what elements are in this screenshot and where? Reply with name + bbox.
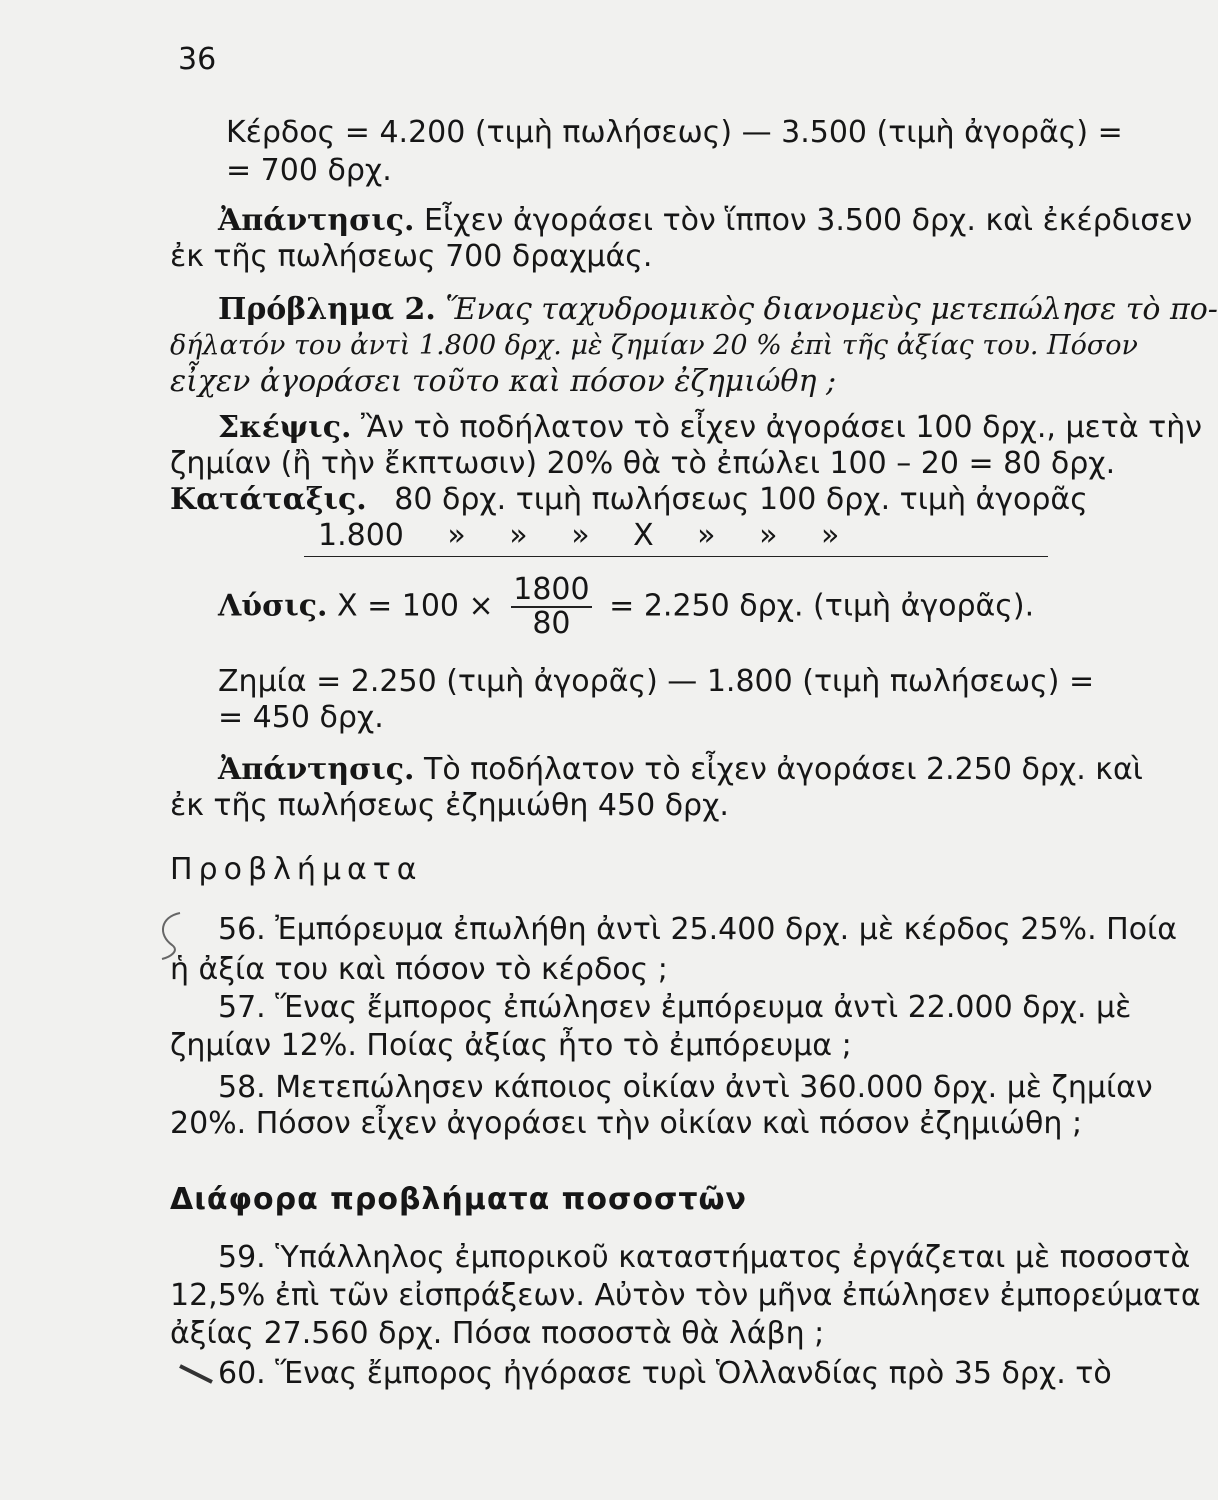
answer-2-text-1: Τὸ ποδήλατον τὸ εἶχεν ἀγοράσει 2.250 δρχ. καὶ	[424, 752, 1143, 787]
problem-57-line-2: ζημίαν 12%. Ποίας ἀξίας ἦτο τὸ ἐμπόρευμα ;	[170, 1028, 852, 1063]
answer-2-line-2: ἐκ τῆς πωλήσεως ἐζημιώθη 450 δρχ.	[170, 788, 729, 823]
check-mark-icon	[178, 1362, 218, 1386]
solution-line	[218, 574, 1034, 640]
problem-56-line-1: 56. Ἐμπόρευμα ἐπωλήθη ἀντὶ 25.400 δρχ. μὲ κέρδος 25%. Ποία	[218, 912, 1177, 947]
problem-2-line-3: εἶχεν ἀγοράσει τοῦτο καὶ πόσον ἐζημιώθη ;	[170, 364, 837, 399]
problem-56-line-2: ἡ ἀξία του καὶ πόσον τὸ κέρδος ;	[170, 952, 668, 987]
arrangement-row-2: 1.800 » » » Χ » » »	[318, 518, 840, 553]
thought-line-1	[218, 410, 1202, 446]
problem-58-line-1: 58. Μετεπώλησεν κάποιος οἰκίαν ἀντὶ 360.000 δρχ. μὲ ζημίαν	[218, 1070, 1153, 1105]
loss-line-2: = 450 δρχ.	[218, 700, 384, 735]
problem-2-label: Πρόβλημα 2.	[218, 292, 436, 327]
arrangement-row-1-text: 80 δρχ. τιμὴ πωλήσεως 100 δρχ. τιμὴ ἀγορᾶς	[394, 482, 1088, 517]
problem-59-line-3: ἀξίας 27.560 δρχ. Πόσα ποσοστὰ θὰ λάβη ;	[170, 1316, 825, 1351]
problem-58-line-2: 20%. Πόσον εἶχεν ἀγοράσει τὴν οἰκίαν καὶ πόσον ἐζημιώθη ;	[170, 1106, 1083, 1141]
problems-heading: Προβλήματα	[170, 852, 423, 887]
problem-2-text-1: Ἕνας ταχυδρομικὸς διανομεὺς μετεπώλησε τὸ πο-	[445, 292, 1218, 327]
answer-1-line-2: ἐκ τῆς πωλήσεως 700 δραχμάς.	[170, 239, 653, 274]
answer-1-label: Ἀπάντησις.	[218, 203, 415, 238]
profit-line-2: = 700 δρχ.	[226, 153, 392, 188]
problem-60-line-1: 60. Ἕνας ἔμπορος ἠγόρασε τυρὶ Ὁλλανδίας πρὸ 35 δρχ. τὸ	[218, 1356, 1112, 1391]
fraction-denominator: 80	[532, 606, 571, 641]
section-heading: Διάφορα προβλήματα ποσοστῶν	[170, 1182, 747, 1217]
profit-line-1: Κέρδος = 4.200 (τιμὴ πωλήσεως) — 3.500 (τιμὴ ἀγορᾶς) =	[226, 115, 1123, 150]
solution-rhs: = 2.250 δρχ. (τιμὴ ἀγορᾶς).	[609, 588, 1035, 624]
solution-label: Λύσις.	[218, 588, 328, 624]
arrangement-label: Κατάταξις.	[170, 482, 367, 517]
fraction-numerator: 1800	[513, 572, 590, 607]
problem-59-line-2: 12,5% ἐπὶ τῶν εἰσπράξεων. Αὐτὸν τὸν μῆνα ἐπώλησεν ἐμπορεύματα	[170, 1278, 1201, 1313]
pencil-mark-icon	[150, 905, 200, 965]
arrangement-divider	[304, 556, 1048, 557]
problem-2-line-1	[218, 292, 1218, 328]
answer-2-line-1	[218, 752, 1143, 788]
arrangement-row-1	[170, 482, 1088, 518]
solution-fraction	[511, 574, 591, 640]
thought-line-2: ζημίαν (ἢ τὴν ἔκπτωσιν) 20% θὰ τὸ ἐπώλει 100 – 20 = 80 δρχ.	[170, 446, 1116, 481]
loss-line-1: Ζημία = 2.250 (τιμὴ ἀγορᾶς) — 1.800 (τιμὴ πωλήσεως) =	[218, 664, 1095, 699]
thought-text-1: Ἂν τὸ ποδήλατον τὸ εἶχεν ἀγοράσει 100 δρχ., μετὰ τὴν	[360, 410, 1202, 445]
solution-lhs: Χ = 100 ×	[337, 588, 494, 624]
page-number: 36	[178, 42, 217, 77]
answer-1-line-1	[218, 203, 1192, 239]
problem-57-line-1: 57. Ἕνας ἔμπορος ἐπώλησεν ἐμπόρευμα ἀντὶ 22.000 δρχ. μὲ	[218, 990, 1132, 1025]
answer-1-text-1: Εἶχεν ἀγοράσει τὸν ἵππον 3.500 δρχ. καὶ ἐκέρδισεν	[424, 203, 1193, 238]
problem-2-line-2: δήλατόν του ἀντὶ 1.800 δρχ. μὲ ζημίαν 20 % ἐπὶ τῆς ἀξίας του. Πόσον	[170, 330, 1138, 361]
problem-59-line-1: 59. Ὑπάλληλος ἐμπορικοῦ καταστήματος ἐργάζεται μὲ ποσοστὰ	[218, 1240, 1191, 1275]
answer-2-label: Ἀπάντησις.	[218, 752, 415, 787]
thought-label: Σκέψις.	[218, 410, 352, 445]
